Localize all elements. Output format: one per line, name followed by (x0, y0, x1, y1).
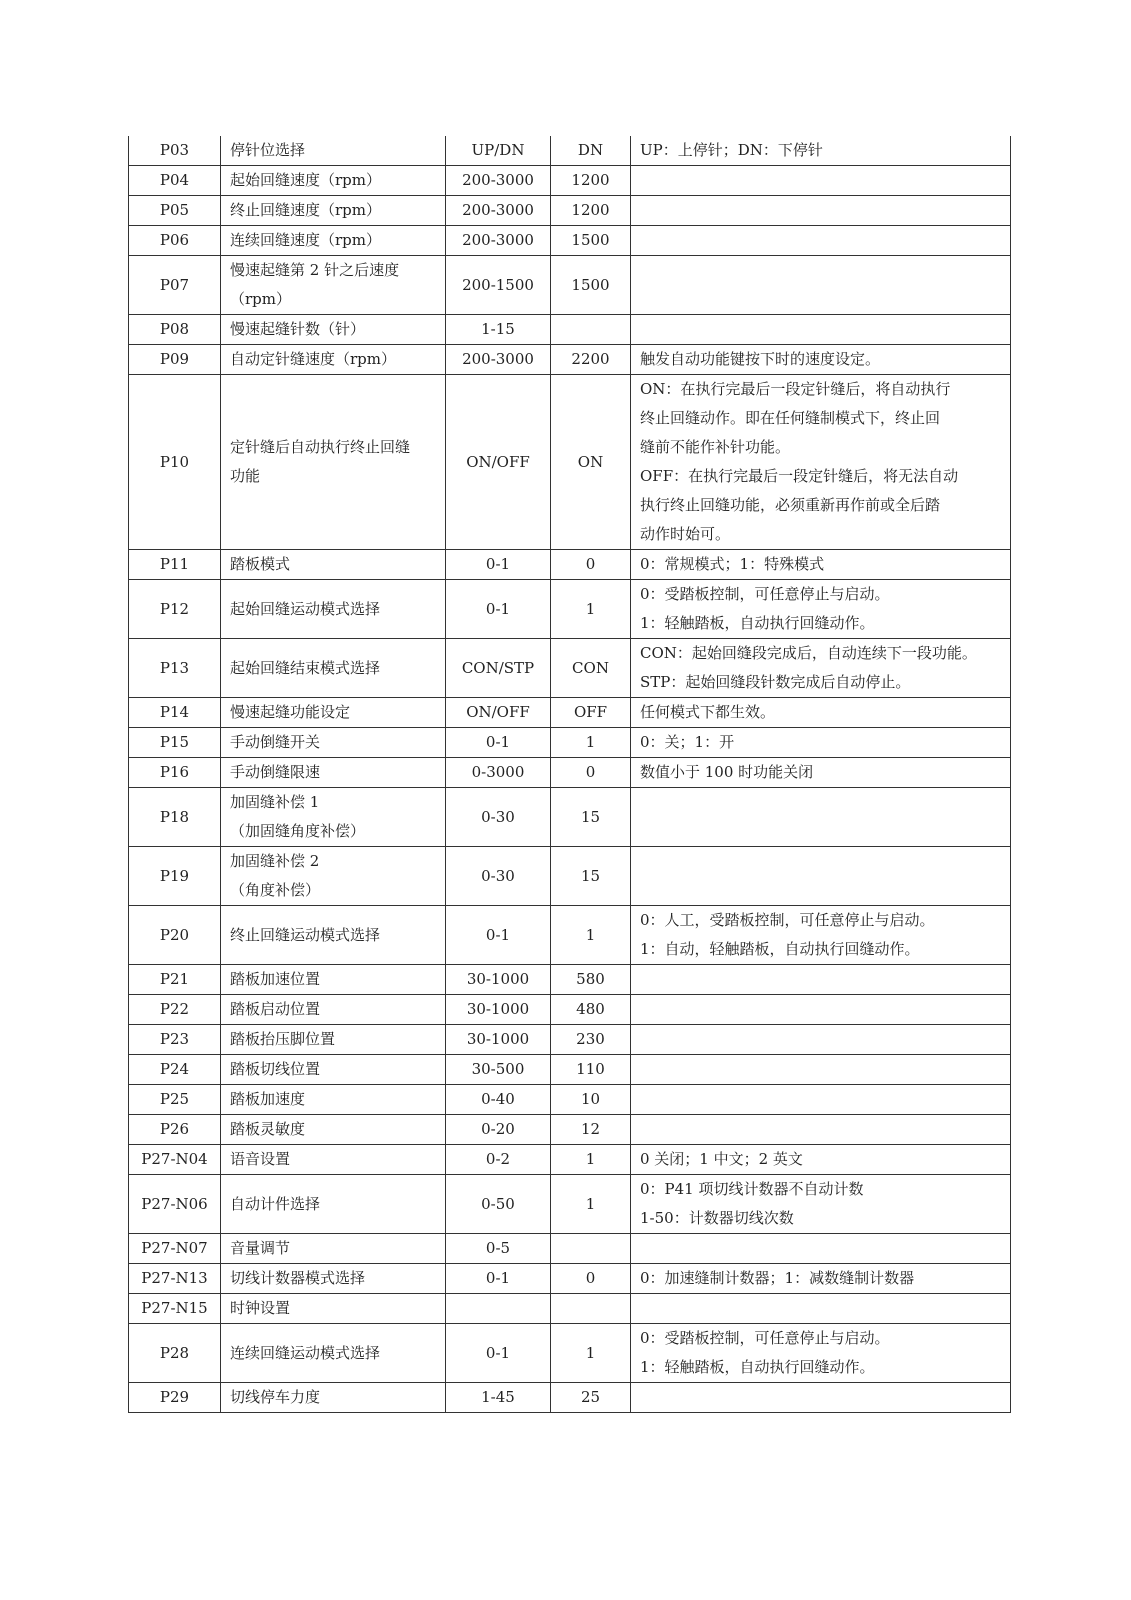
param-note-cell-line: 1-50：计数器切线次数 (640, 1209, 794, 1227)
param-code-cell: P23 (129, 1025, 221, 1055)
param-name-cell-line: 踏板启动位置 (230, 1000, 321, 1018)
param-name-cell-line: 踏板加速位置 (230, 970, 321, 988)
table-row (129, 375, 1011, 550)
param-note-cell-line: STP：起始回缝段针数完成后自动停止。 (640, 673, 911, 691)
param-default-cell: 480 (551, 995, 631, 1025)
table-row (129, 698, 1011, 728)
param-code-cell: P21 (129, 965, 221, 995)
param-name-cell (221, 550, 446, 580)
table-row (129, 1025, 1011, 1055)
param-default-cell: 580 (551, 965, 631, 995)
param-name-cell (221, 1175, 446, 1234)
table-row (129, 1145, 1011, 1175)
param-note-cell-line: 缝前不能作补针功能。 (640, 438, 791, 456)
param-note-cell-line: 数值小于 100 时功能关闭 (640, 763, 814, 781)
table-row (129, 1175, 1011, 1234)
param-code-cell: P27-N06 (129, 1175, 221, 1234)
table-row (129, 1115, 1011, 1145)
param-name-cell (221, 1294, 446, 1324)
param-default-cell: 15 (551, 847, 631, 906)
param-note-cell-line: 1：自动，轻触踏板，自动执行回缝动作。 (640, 940, 920, 958)
param-range-cell: 200-3000 (446, 196, 551, 226)
param-note-cell (631, 345, 1011, 375)
table-row (129, 345, 1011, 375)
param-range-cell: 0-30 (446, 788, 551, 847)
param-range-cell: 200-3000 (446, 226, 551, 256)
param-name-cell (221, 196, 446, 226)
param-name-cell (221, 136, 446, 166)
param-name-cell-line: 手动倒缝开关 (230, 733, 321, 751)
param-note-cell (631, 965, 1011, 995)
param-note-cell (631, 136, 1011, 166)
param-note-cell (631, 1175, 1011, 1234)
param-range-cell: UP/DN (446, 136, 551, 166)
param-name-cell (221, 758, 446, 788)
param-note-cell (631, 1025, 1011, 1055)
param-name-cell-line: 踏板模式 (230, 555, 291, 573)
param-name-cell-line: 功能 (230, 467, 261, 485)
param-note-cell-line: 任何模式下都生效。 (640, 703, 776, 721)
param-default-cell: 1500 (551, 256, 631, 315)
param-default-cell: 0 (551, 758, 631, 788)
param-note-cell (631, 1115, 1011, 1145)
param-name-cell (221, 1383, 446, 1413)
param-name-cell (221, 788, 446, 847)
table-row (129, 1234, 1011, 1264)
table-row (129, 758, 1011, 788)
param-range-cell: 200-1500 (446, 256, 551, 315)
param-code-cell: P27-N04 (129, 1145, 221, 1175)
param-default-cell: OFF (551, 698, 631, 728)
param-name-cell-line: 时钟设置 (230, 1299, 291, 1317)
param-name-cell (221, 698, 446, 728)
param-range-cell: 0-5 (446, 1234, 551, 1264)
param-name-cell (221, 315, 446, 345)
param-range-cell: CON/STP (446, 639, 551, 698)
param-name-cell (221, 1324, 446, 1383)
param-code-cell: P27-N13 (129, 1264, 221, 1294)
table-row (129, 315, 1011, 345)
param-default-cell: 1 (551, 906, 631, 965)
param-range-cell: 0-3000 (446, 758, 551, 788)
param-note-cell (631, 847, 1011, 906)
param-range-cell: 0-40 (446, 1085, 551, 1115)
param-default-cell: 1 (551, 1145, 631, 1175)
param-note-cell (631, 256, 1011, 315)
param-code-cell: P27-N07 (129, 1234, 221, 1264)
param-note-cell-line: 0：受踏板控制，可任意停止与启动。 (640, 585, 890, 603)
param-default-cell: 110 (551, 1055, 631, 1085)
param-range-cell: 30-1000 (446, 965, 551, 995)
param-name-cell (221, 1264, 446, 1294)
param-range-cell: 1-15 (446, 315, 551, 345)
param-name-cell-line: 慢速起缝功能设定 (230, 703, 351, 721)
param-range-cell: 200-3000 (446, 166, 551, 196)
param-name-cell-line: 加固缝补偿 1 (230, 793, 320, 811)
param-note-cell-line: OFF：在执行完最后一段定针缝后，将无法自动 (640, 467, 959, 485)
param-range-cell: 0-1 (446, 580, 551, 639)
param-code-cell: P26 (129, 1115, 221, 1145)
param-name-cell (221, 256, 446, 315)
param-note-cell (631, 1145, 1011, 1175)
param-default-cell: 0 (551, 1264, 631, 1294)
param-range-cell: 0-1 (446, 906, 551, 965)
param-note-cell (631, 550, 1011, 580)
param-name-cell-line: 踏板切线位置 (230, 1060, 321, 1078)
table-row (129, 1085, 1011, 1115)
table-row (129, 136, 1011, 166)
param-note-cell (631, 196, 1011, 226)
param-name-cell-line: 语音设置 (230, 1150, 291, 1168)
param-name-cell (221, 1085, 446, 1115)
param-name-cell (221, 1115, 446, 1145)
parameter-table-body (129, 136, 1011, 1413)
param-range-cell: 0-1 (446, 728, 551, 758)
param-name-cell-line: 连续回缝速度（rpm） (230, 231, 381, 249)
param-default-cell: 25 (551, 1383, 631, 1413)
param-name-cell-line: 自动计件选择 (230, 1194, 321, 1213)
param-name-cell (221, 965, 446, 995)
table-row (129, 550, 1011, 580)
param-code-cell: P25 (129, 1085, 221, 1115)
param-name-cell-line: 加固缝补偿 2 (230, 852, 320, 870)
param-name-cell (221, 728, 446, 758)
param-note-cell-line: 执行终止回缝功能，必须重新再作前或全后踏 (640, 496, 941, 514)
param-name-cell (221, 345, 446, 375)
param-default-cell: 1 (551, 1175, 631, 1234)
param-name-cell (221, 639, 446, 698)
param-note-cell-line: 0：关；1：开 (640, 733, 735, 751)
param-name-cell (221, 847, 446, 906)
param-range-cell: 0-2 (446, 1145, 551, 1175)
param-note-cell-line: 0：受踏板控制，可任意停止与启动。 (640, 1329, 890, 1347)
param-default-cell (551, 1234, 631, 1264)
param-name-cell (221, 375, 446, 550)
param-code-cell: P29 (129, 1383, 221, 1413)
param-code-cell: P06 (129, 226, 221, 256)
param-name-cell (221, 906, 446, 965)
param-range-cell: 0-1 (446, 550, 551, 580)
param-name-cell-line: 连续回缝运动模式选择 (230, 1343, 381, 1362)
table-row (129, 1294, 1011, 1324)
param-default-cell: 12 (551, 1115, 631, 1145)
param-name-cell-line: 起始回缝运动模式选择 (230, 599, 381, 618)
param-code-cell: P09 (129, 345, 221, 375)
param-default-cell: 2200 (551, 345, 631, 375)
param-range-cell: 0-1 (446, 1264, 551, 1294)
parameter-sheet (128, 136, 1010, 1413)
param-name-cell-line: 手动倒缝限速 (230, 763, 321, 781)
param-code-cell: P22 (129, 995, 221, 1025)
param-note-cell (631, 995, 1011, 1025)
param-name-cell-line: 踏板加速度 (230, 1090, 306, 1108)
table-row (129, 1264, 1011, 1294)
param-note-cell-line: 0：常规模式；1：特殊模式 (640, 555, 825, 573)
param-range-cell: 1-45 (446, 1383, 551, 1413)
param-note-cell (631, 166, 1011, 196)
param-default-cell: 1200 (551, 166, 631, 196)
table-row (129, 847, 1011, 906)
param-default-cell: DN (551, 136, 631, 166)
param-name-cell-line: 切线停车力度 (230, 1388, 321, 1406)
table-row (129, 1324, 1011, 1383)
param-note-cell (631, 315, 1011, 345)
param-note-cell-line: UP：上停针；DN：下停针 (640, 141, 823, 159)
table-row (129, 965, 1011, 995)
param-note-cell (631, 698, 1011, 728)
param-note-cell-line: 动作时始可。 (640, 525, 731, 543)
param-default-cell: 1200 (551, 196, 631, 226)
param-name-cell-line: 停针位选择 (230, 141, 306, 159)
table-row (129, 906, 1011, 965)
param-code-cell: P07 (129, 256, 221, 315)
param-range-cell: 0-50 (446, 1175, 551, 1234)
param-name-cell-line: 音量调节 (230, 1239, 291, 1257)
param-code-cell: P05 (129, 196, 221, 226)
param-name-cell-line: 终止回缝运动模式选择 (230, 925, 381, 944)
param-code-cell: P08 (129, 315, 221, 345)
param-note-cell (631, 906, 1011, 965)
param-note-cell-line: 1：轻触踏板，自动执行回缝动作。 (640, 614, 875, 632)
param-name-cell (221, 1055, 446, 1085)
param-code-cell: P24 (129, 1055, 221, 1085)
param-name-cell (221, 1145, 446, 1175)
param-name-cell (221, 1234, 446, 1264)
table-row (129, 166, 1011, 196)
param-code-cell: P19 (129, 847, 221, 906)
param-range-cell: 30-1000 (446, 1025, 551, 1055)
param-range-cell: 200-3000 (446, 345, 551, 375)
param-note-cell (631, 226, 1011, 256)
param-name-cell-line: 自动定针缝速度（rpm） (230, 350, 396, 368)
param-note-cell (631, 1264, 1011, 1294)
param-range-cell: 30-500 (446, 1055, 551, 1085)
table-row (129, 226, 1011, 256)
param-code-cell: P15 (129, 728, 221, 758)
param-code-cell: P28 (129, 1324, 221, 1383)
param-name-cell-line: 踏板抬压脚位置 (230, 1030, 336, 1048)
table-row (129, 580, 1011, 639)
param-code-cell: P27-N15 (129, 1294, 221, 1324)
param-note-cell (631, 1055, 1011, 1085)
param-note-cell-line: 终止回缝动作。即在任何缝制模式下，终止回 (640, 409, 941, 427)
param-note-cell (631, 1294, 1011, 1324)
parameter-table (128, 136, 1011, 1413)
param-name-cell-line: 踏板灵敏度 (230, 1120, 306, 1138)
param-note-cell (631, 1234, 1011, 1264)
param-note-cell-line: 0 关闭；1 中文；2 英文 (640, 1150, 803, 1168)
param-note-cell-line: 0：人工，受踏板控制，可任意停止与启动。 (640, 911, 935, 929)
param-code-cell: P11 (129, 550, 221, 580)
param-name-cell-line: 起始回缝结束模式选择 (230, 658, 381, 677)
table-row (129, 639, 1011, 698)
param-code-cell: P10 (129, 375, 221, 550)
param-code-cell: P16 (129, 758, 221, 788)
param-note-cell (631, 758, 1011, 788)
param-default-cell: ON (551, 375, 631, 550)
param-name-cell (221, 995, 446, 1025)
param-default-cell (551, 315, 631, 345)
param-name-cell (221, 166, 446, 196)
param-range-cell: 30-1000 (446, 995, 551, 1025)
param-range-cell: ON/OFF (446, 375, 551, 550)
table-row (129, 196, 1011, 226)
param-note-cell-line: CON：起始回缝段完成后，自动连续下一段功能。 (640, 644, 977, 662)
param-code-cell: P12 (129, 580, 221, 639)
param-code-cell: P04 (129, 166, 221, 196)
param-note-cell (631, 375, 1011, 550)
param-name-cell-line: （加固缝角度补偿） (230, 822, 366, 840)
param-note-cell (631, 788, 1011, 847)
param-range-cell (446, 1294, 551, 1324)
param-default-cell: 15 (551, 788, 631, 847)
param-code-cell: P18 (129, 788, 221, 847)
param-default-cell: 1500 (551, 226, 631, 256)
param-note-cell (631, 728, 1011, 758)
param-note-cell (631, 639, 1011, 698)
param-name-cell-line: 终止回缝速度（rpm） (230, 201, 381, 219)
table-row (129, 256, 1011, 315)
param-code-cell: P14 (129, 698, 221, 728)
param-name-cell-line: （rpm） (230, 290, 291, 308)
table-row (129, 788, 1011, 847)
table-row (129, 728, 1011, 758)
param-default-cell: 1 (551, 580, 631, 639)
param-name-cell-line: 定针缝后自动执行终止回缝 (230, 438, 411, 456)
param-code-cell: P03 (129, 136, 221, 166)
param-default-cell: 1 (551, 1324, 631, 1383)
param-name-cell-line: 起始回缝速度（rpm） (230, 171, 381, 189)
param-range-cell: 0-20 (446, 1115, 551, 1145)
param-name-cell (221, 226, 446, 256)
param-range-cell: 0-1 (446, 1324, 551, 1383)
param-note-cell (631, 1324, 1011, 1383)
param-name-cell-line: 慢速起缝针数（针） (230, 320, 366, 338)
param-note-cell-line: 0：加速缝制计数器；1：减数缝制计数器 (640, 1269, 915, 1287)
param-code-cell: P20 (129, 906, 221, 965)
param-note-cell-line: 0：P41 项切线计数器不自动计数 (640, 1180, 864, 1198)
param-note-cell-line: ON：在执行完最后一段定针缝后，将自动执行 (640, 380, 951, 398)
param-code-cell: P13 (129, 639, 221, 698)
param-note-cell-line: 1：轻触踏板，自动执行回缝动作。 (640, 1358, 875, 1376)
param-name-cell (221, 580, 446, 639)
param-range-cell: ON/OFF (446, 698, 551, 728)
param-default-cell: CON (551, 639, 631, 698)
param-note-cell (631, 580, 1011, 639)
table-row (129, 995, 1011, 1025)
param-name-cell-line: 慢速起缝第 2 针之后速度 (230, 261, 400, 279)
param-note-cell (631, 1085, 1011, 1115)
param-default-cell: 0 (551, 550, 631, 580)
table-row (129, 1383, 1011, 1413)
param-default-cell (551, 1294, 631, 1324)
param-range-cell: 0-30 (446, 847, 551, 906)
param-name-cell-line: （角度补偿） (230, 881, 321, 899)
param-default-cell: 230 (551, 1025, 631, 1055)
param-note-cell-line: 触发自动功能键按下时的速度设定。 (640, 350, 881, 368)
param-name-cell (221, 1025, 446, 1055)
table-row (129, 1055, 1011, 1085)
param-name-cell-line: 切线计数器模式选择 (230, 1269, 366, 1287)
param-default-cell: 1 (551, 728, 631, 758)
param-note-cell (631, 1383, 1011, 1413)
param-default-cell: 10 (551, 1085, 631, 1115)
